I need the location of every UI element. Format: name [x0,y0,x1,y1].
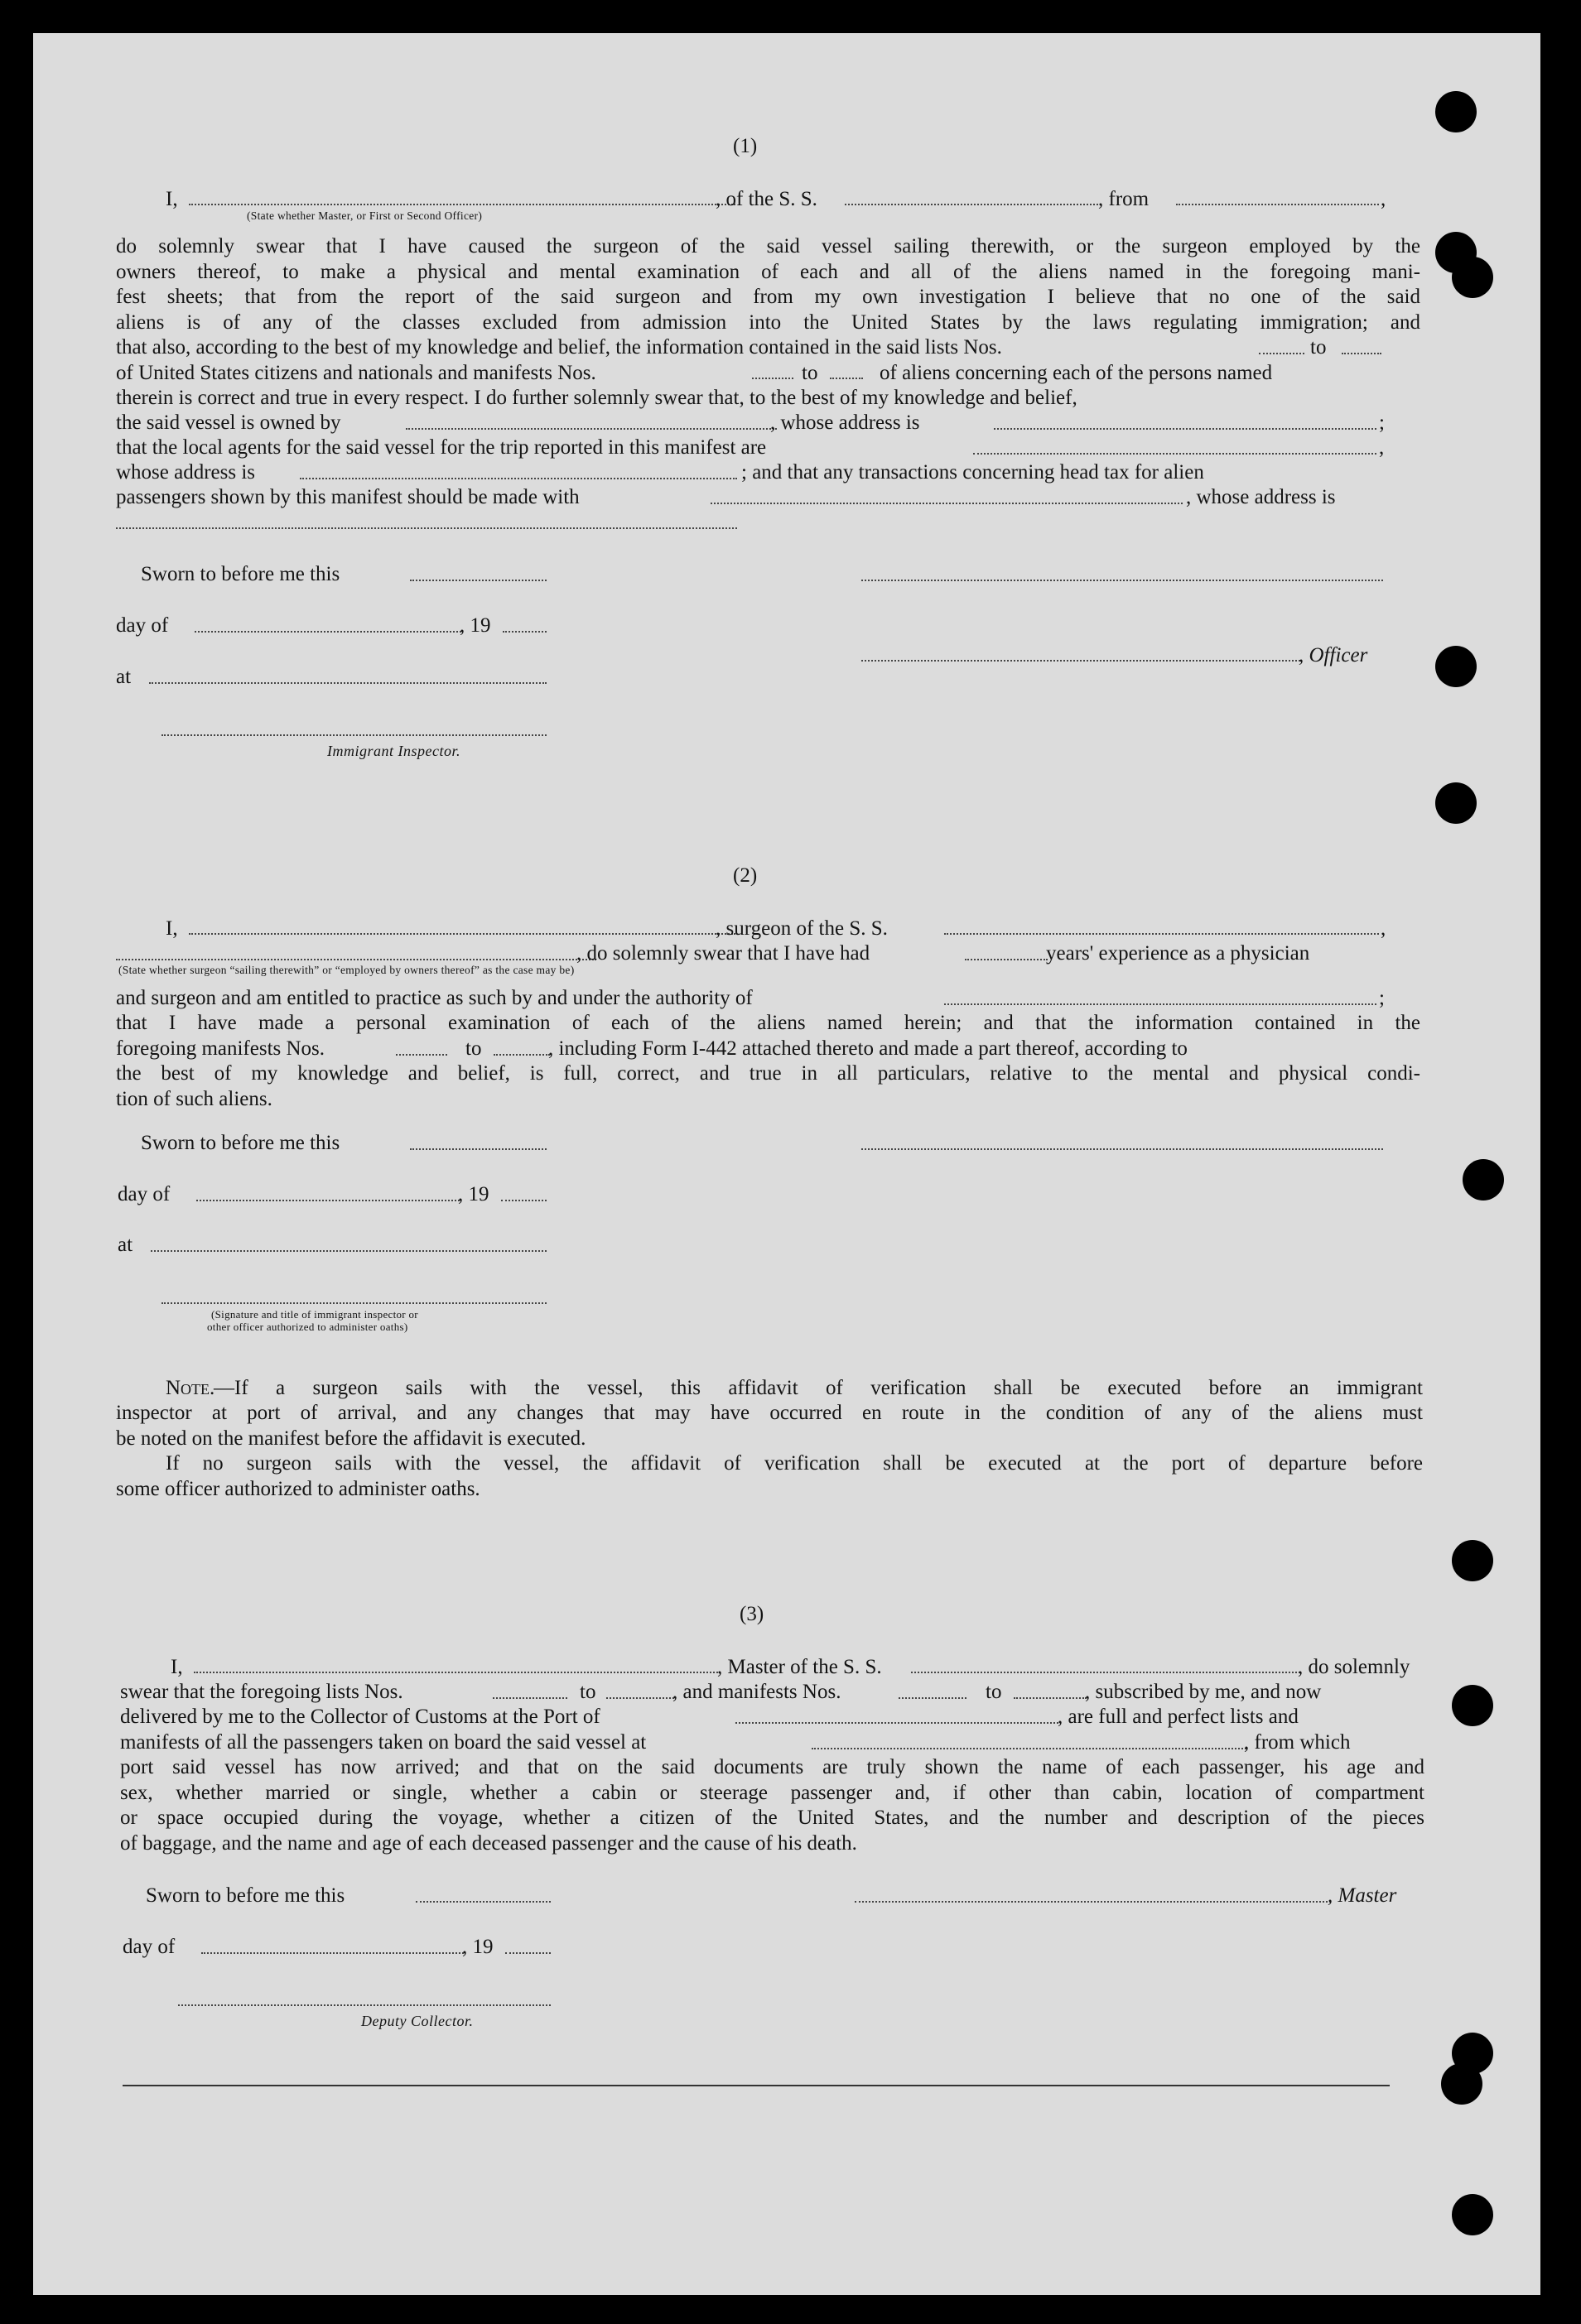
inspector-signature-field[interactable] [161,734,547,736]
master-signature-field[interactable] [855,1901,1331,1903]
section-1-number: (1) [733,135,758,157]
note-body-2: inspector at port of arrival, and any changes that may have occurred en route in the condition of any of the aliens must [116,1402,1423,1424]
section-3-body-end: of baggage, and the name and age of each deceased passenger and the cause of his death. [120,1832,857,1855]
at-label: at [118,1234,133,1256]
form-i442-text: , including Form I-442 attached thereto and made a part thereof, according to [548,1037,1188,1060]
master-label: , Master [1328,1884,1397,1907]
section-2-body: that I have made a personal examination of each of the aliens named herein; and that the information contained in the [116,1012,1420,1034]
and-manifests-text: , and manifests Nos. [672,1681,841,1703]
note-body-4: If no surgeon sails with the vessel, the affidavit of verification shall be executed at the port of departure before [166,1452,1423,1475]
from-label: , from [1098,188,1150,210]
surgeon-name-field[interactable] [189,933,735,935]
officer-name-field[interactable] [189,204,735,205]
semicolon: ; [1379,987,1385,1009]
officer-rank-note: (State whether Master, or First or Second Officer) [247,209,483,222]
oath-i: I, [166,917,178,940]
year-field[interactable] [505,1952,551,1954]
owner-field[interactable] [406,428,777,430]
day-of-label: day of [116,614,169,637]
therein-text: therein is correct and true in every respect. I do further solemnly swear that, to the best of my knowledge and belief, [116,387,1077,409]
comma: , [1379,436,1385,459]
lists-nos-text: that also, according to the best of my knowledge and belief, the information contained in the said lists Nos. [116,336,1002,358]
year-field[interactable] [503,631,547,633]
agents-address-field[interactable] [300,478,737,479]
punch-hole [1452,2194,1493,2235]
collector-signature-field[interactable] [178,2004,551,2006]
year-field[interactable] [501,1200,547,1201]
semicolon: ; [1379,411,1385,434]
officer-label: , Officer [1299,644,1368,666]
note-body-3: be noted on the manifest before the affidavit is executed. [116,1427,586,1450]
whose-address-label: , whose address is [770,411,920,434]
subscribed-text: , subscribed by me, and now [1085,1681,1322,1703]
head-tax-text: ; and that any transactions concerning head tax for alien [741,461,1204,484]
year-label: , 19 [460,614,491,637]
punch-hole [1452,1685,1493,1726]
to-label: to [1310,336,1327,358]
punch-hole [1452,257,1493,298]
departure-port-field[interactable] [1176,204,1379,205]
day-of-label: day of [123,1936,176,1958]
surgeon-of-label: , surgeon of the S. S. [716,917,888,940]
officer-signature-field[interactable] [161,1302,547,1304]
such-aliens-text: tion of such aliens. [116,1088,272,1110]
lists-to-field[interactable] [606,1697,674,1699]
section-2-body-end: the best of my knowledge and belief, is full, correct, and true in all particulars, relative to the mental and physical condi- [116,1062,1420,1085]
sworn-day-field[interactable] [416,1901,551,1903]
swear-lists-text: swear that the foregoing lists Nos. [120,1681,403,1703]
to-label: to [580,1681,596,1703]
master-of-label: , Master of the S. S. [717,1656,882,1678]
manifests-from-field[interactable] [752,378,793,379]
to-label: to [986,1681,1002,1703]
manifests-to-field[interactable] [494,1054,550,1056]
place-field[interactable] [151,1250,547,1252]
section-3-number: (3) [740,1603,764,1625]
lists-from-field[interactable] [1259,353,1304,354]
oath-i: I, [171,1656,183,1678]
sworn-label: Sworn to before me this [146,1884,345,1907]
sworn-label: Sworn to before me this [141,563,340,585]
inspector-label: Immigrant Inspector. [327,743,460,759]
oath-i: I, [166,188,178,210]
manifests-to-field[interactable] [1014,1697,1087,1699]
manifests-all-text: manifests of all the passengers taken on board the said vessel at [120,1731,647,1754]
officer-title-field[interactable] [861,660,1300,662]
to-label: to [465,1037,482,1060]
comma: , [1381,917,1386,940]
solemnly-swear-text: , do solemnly swear that I have had [576,942,870,965]
lists-to-field[interactable] [1342,353,1381,354]
authority-text: and surgeon and am entitled to practice as such by and under the authority of [116,987,753,1009]
authority-field[interactable] [944,1003,1376,1005]
note-label: Note. [166,1377,215,1399]
punch-hole [1452,1540,1493,1581]
sworn-label: Sworn to before me this [141,1132,340,1154]
from-which-text: , from which [1244,1731,1351,1754]
punch-hole [1463,1159,1504,1200]
years-experience-text: years' experience as a physician [1046,942,1310,965]
comma: , [1381,188,1386,210]
section-3-body: port said vessel has now arrived; and that on the said documents are truly shown the name of each passenger, his age and sex, whether married or single, whether a cabin or steerage passenger and, if other than cabin, location of compartment or space occupied during the voyage, whether a citizen of the United States, and the number and description of the pieces [120,1756,1424,1829]
sworn-day-field[interactable] [410,580,547,581]
ship-name-field[interactable] [845,204,1101,205]
delivered-text: delivered by me to the Collector of Customs at the Port of [120,1706,600,1728]
manifests-nos-text: of United States citizens and nationals and manifests Nos. [116,362,596,384]
local-agents-field[interactable] [973,453,1376,455]
section-1-body: do solemnly swear that I have caused the surgeon of the said vessel sailing therewith, or the surgeon employed by the owners thereof, to make a physical and mental examination of each and all of the aliens named in the foregoing mani- fest sheets; that from the report of the said surgeon and from my own investigation I believe that no one of the said aliens is of any of the classes excluded from admission into the United States by the laws regulating immigration; and [116,235,1420,334]
place-field[interactable] [149,682,547,684]
day-of-label: day of [118,1183,171,1205]
ship-name-field[interactable] [911,1672,1300,1673]
boarding-port-field[interactable] [812,1748,1246,1749]
to-label: to [802,362,818,384]
month-field[interactable] [195,631,461,633]
owned-by-text: the said vessel is owned by [116,411,341,434]
section-2-number: (2) [733,864,758,887]
surgeon-signature-field[interactable] [861,1148,1383,1150]
punch-hole [1435,646,1477,687]
full-perfect-text: , are full and perfect lists and [1058,1706,1299,1728]
sworn-day-field[interactable] [410,1148,547,1150]
punch-hole [1435,782,1477,824]
year-label: , 19 [462,1936,494,1958]
manifests-from-field[interactable] [396,1054,447,1056]
manifests-to-field[interactable] [830,378,863,379]
foregoing-manifests-text: foregoing manifests Nos. [116,1037,325,1060]
master-name-field[interactable] [194,1672,721,1673]
whose-address-text: whose address is [116,461,256,484]
surgeon-type-field[interactable] [116,959,596,960]
note-body-5: some officer authorized to administer oaths. [116,1478,480,1500]
whose-address-label: , whose address is [1186,486,1336,508]
note-body: —If a surgeon sails with the vessel, this affidavit of verification shall be executed before an immigrant [214,1377,1423,1399]
punch-hole [1441,2063,1482,2105]
month-field[interactable] [196,1200,460,1201]
head-tax-address-field[interactable] [116,527,737,529]
year-label: , 19 [458,1183,489,1205]
lists-from-field[interactable] [493,1697,567,1699]
at-label: at [116,666,132,688]
form-page [33,33,1540,2295]
owner-address-field[interactable] [994,428,1376,430]
month-field[interactable] [201,1952,464,1954]
signature-note-2: other officer authorized to administer oaths) [207,1321,408,1333]
surgeon-type-note: (State whether surgeon “sailing therewith” or “employed by owners thereof” as the case may be) [118,964,575,976]
head-tax-agent-field[interactable] [711,503,1183,504]
passengers-text: passengers shown by this manifest should be made with [116,486,580,508]
aliens-concerning-text: of aliens concerning each of the persons named [880,362,1273,384]
collector-label: Deputy Collector. [361,2013,474,2029]
manifests-from-field[interactable] [899,1697,966,1699]
do-solemnly-text: , do solemnly [1298,1656,1410,1678]
years-experience-field[interactable] [965,959,1048,960]
ship-name-field[interactable] [944,933,1379,935]
of-the-ss-label: , of the S. S. [716,188,817,210]
punch-hole [1435,91,1477,132]
signature-note-1: (Signature and title of immigrant inspector or [211,1308,418,1321]
officer-signature-field[interactable] [861,580,1383,581]
port-field[interactable] [735,1722,1058,1724]
local-agents-text: that the local agents for the said vessel for the trip reported in this manifest are [116,436,767,459]
bottom-rule [123,2085,1390,2086]
